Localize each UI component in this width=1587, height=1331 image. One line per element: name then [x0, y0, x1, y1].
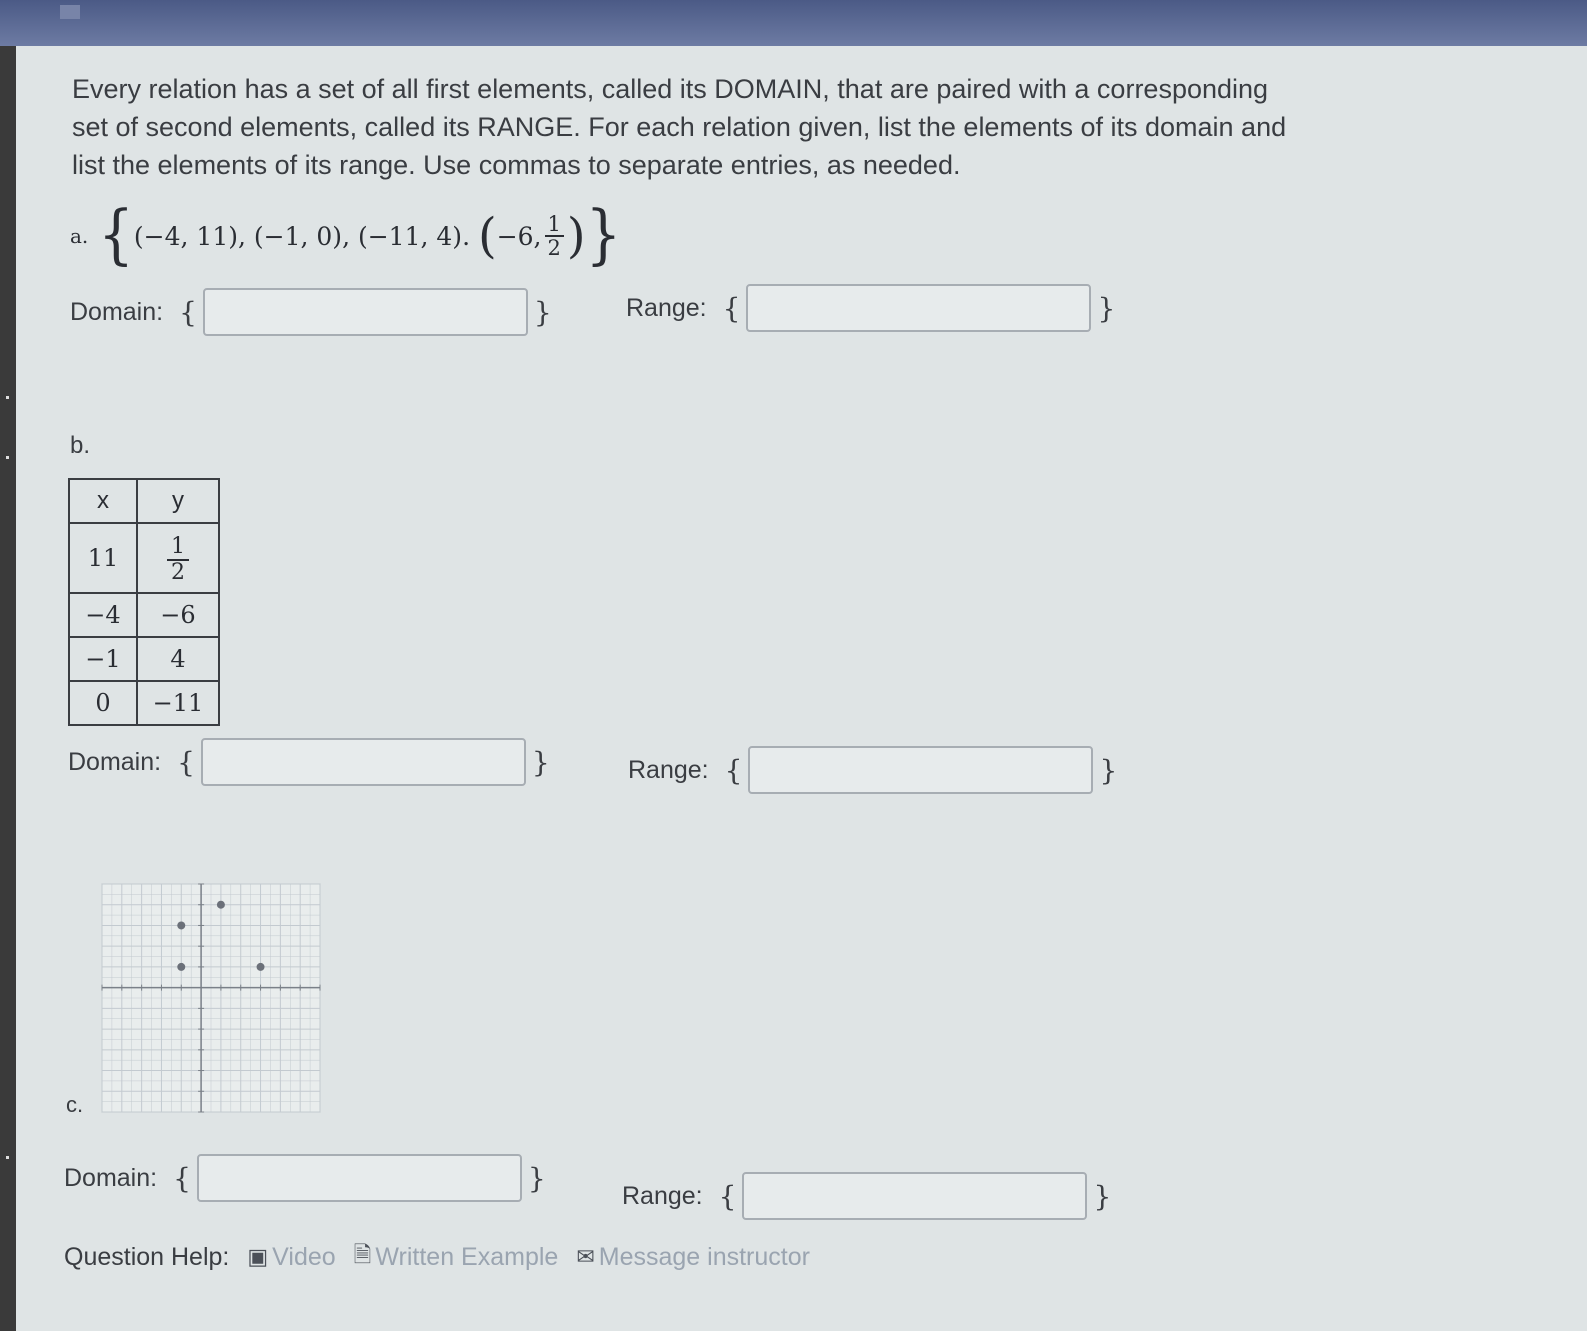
relation-a: a. { (−4, 11) , (−1, 0) , (−11, 4) . ( −6, $\frac{1}{2}$ ) }: [70, 198, 622, 273]
pair-x: −6,: [496, 221, 542, 251]
browser-top-bar: [0, 0, 1587, 46]
screen-bezel: [0, 46, 16, 1331]
fraction: $\frac{1}{2}$: [545, 213, 564, 259]
relation-table: [68, 478, 220, 726]
scatter-graph: [96, 878, 326, 1118]
part-b-range-row: Range: { }: [628, 746, 1123, 794]
table-row: −1 4: [69, 637, 219, 681]
set-close-brace: }: [585, 198, 622, 273]
range-label: Range:: [622, 1181, 703, 1210]
range-label: Range:: [626, 293, 707, 322]
message-instructor-link[interactable]: ✉ Message instructor: [576, 1242, 810, 1271]
part-a-label: a.: [70, 224, 89, 248]
pair: (−11, 4): [357, 221, 463, 251]
part-a-domain-row: Domain: { }: [70, 288, 558, 336]
data-point: [217, 901, 225, 909]
range-label: Range:: [628, 755, 709, 784]
column-header-x: x: [69, 479, 137, 523]
data-point: [177, 921, 185, 929]
domain-label: Domain:: [64, 1163, 158, 1192]
pair: (−1, 0): [253, 221, 343, 251]
domain-input-a[interactable]: [203, 288, 528, 336]
written-example-link[interactable]: 🗎 Written Example: [354, 1238, 559, 1276]
table-row: −4 −6: [69, 593, 219, 637]
table-row: 11 $\frac{1}{2}$: [69, 523, 219, 593]
question-help: [64, 1238, 810, 1276]
question-help-label: Question Help:: [64, 1242, 230, 1271]
video-icon: ▣: [247, 1244, 269, 1269]
mail-icon: ✉: [576, 1244, 595, 1269]
set-open-brace: {: [98, 198, 134, 273]
part-c-label: c.: [66, 1092, 84, 1117]
range-input-c[interactable]: [742, 1172, 1087, 1220]
part-c-range-row: Range: { }: [622, 1172, 1117, 1220]
part-c-domain-row: Domain: { }: [64, 1154, 552, 1202]
grid-lines: [102, 884, 320, 1112]
domain-label: Domain:: [70, 297, 164, 326]
domain-input-c[interactable]: [197, 1154, 522, 1202]
column-header-y: y: [137, 479, 219, 523]
table-row: 0 −11: [69, 681, 219, 725]
tab-icon: [60, 5, 80, 19]
data-point: [177, 963, 185, 971]
domain-label: Domain:: [68, 747, 162, 776]
part-b-label: b.: [70, 432, 91, 459]
pair: (−4, 11): [133, 221, 238, 251]
part-b-domain-row: Domain: { }: [68, 738, 556, 786]
instructions-text: Every relation has a set of all first elements, called its DOMAIN, that are paired with a corresponding set of second elements, called its RANGE. For each relation given, list the elements of its domain and list the elements of its range. Use commas to separate entries, as needed.: [72, 74, 1287, 180]
domain-input-b[interactable]: [201, 738, 526, 786]
fraction: $\frac{1}{2}$: [167, 535, 189, 585]
range-input-a[interactable]: [746, 284, 1091, 332]
question-panel: [16, 46, 1587, 1331]
document-icon: 🗎: [353, 1242, 372, 1267]
data-point: [257, 963, 265, 971]
range-input-b[interactable]: [748, 746, 1093, 794]
video-link[interactable]: ▣ Video: [247, 1242, 336, 1271]
part-a-range-row: Range: { }: [626, 284, 1121, 332]
